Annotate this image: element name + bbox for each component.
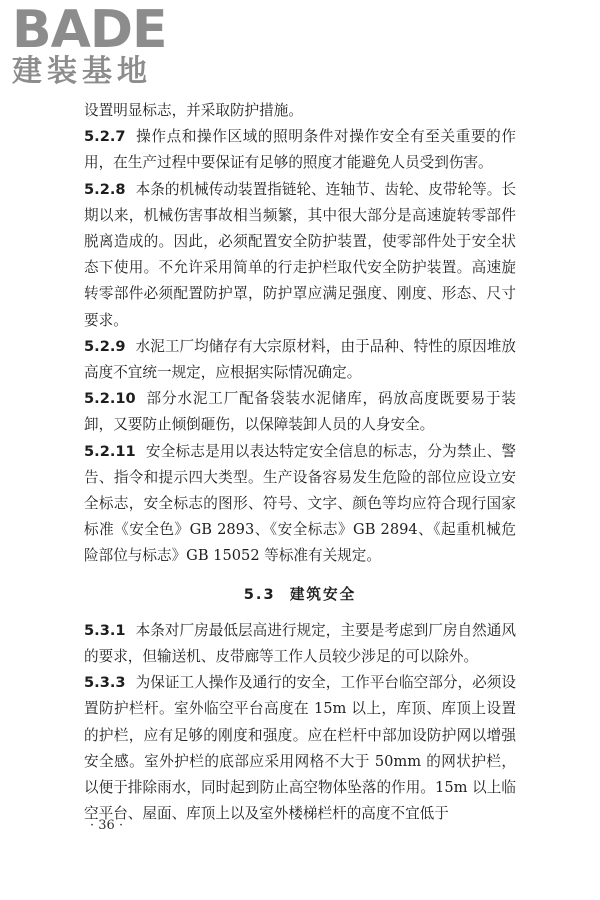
clause-number: 5.2.11 <box>84 442 136 460</box>
clause <box>84 670 516 827</box>
continuation-text: 设置明显标志，并采取防护措施。 <box>84 102 303 119</box>
clause-number: 5.3.1 <box>84 621 126 639</box>
logo-brand-text: BADE <box>12 0 167 60</box>
clause-number: 5.3.3 <box>84 674 126 692</box>
clause <box>84 177 516 334</box>
clause <box>84 439 516 570</box>
clause-text: 操作点和操作区域的照明条件对操作安全有至关重要的作用，在生产过程中要保证有足够的照度才能避免人员受到伤害。 <box>84 128 516 172</box>
clause <box>84 386 516 438</box>
section-number: 5.3 <box>243 585 276 603</box>
brand-logo <box>12 2 182 90</box>
clause-text: 安全标志是用以表达特定安全信息的标志，分为禁止、警告、指令和提示四大类型。生产设备容易发生危险的部位应设立安全标志，安全标志的图形、符号、文字、颜色等均应符合现行国家标准《安全色》GB 2893、《安全标志》GB 2894、《起重机械危险部位与标志》GB 15052 等标准有关规定。 <box>84 442 516 565</box>
page-number: · 36 · <box>90 818 124 833</box>
clause-text: 为保证工人操作及通行的安全，工作平台临空部分，必须设置防护栏杆。室外临空平台高度在 15m 以上，库顶、库顶上设置的护栏，应有足够的刚度和强度。应在栏杆中部加设防护网以增强安全感。室外护栏的底部应采用网格不大于 50mm 的网状护栏，以便于排除雨水，同时起到防止高空物体坠落的作用。15m 以上临空平台、屋面、库顶上以及室外楼梯栏杆的高度不宜低于 <box>84 674 516 823</box>
clause-text: 本条对厂房最低层高进行规定，主要是考虑到厂房自然通风的要求，但输送机、皮带廊等工作人员较少涉足的可以除外。 <box>84 621 516 666</box>
clause-number: 5.2.9 <box>84 337 126 355</box>
section-heading <box>84 582 516 608</box>
clause <box>84 124 516 176</box>
clause-number: 5.2.8 <box>84 180 126 198</box>
clause-text: 水泥工厂均储存有大宗原材料，由于品种、特性的原因堆放高度不宜统一规定，应根据实际情况确定。 <box>84 337 516 382</box>
clause <box>84 618 516 670</box>
clause-text: 部分水泥工厂配备袋装水泥储库，码放高度既要易于装卸，又要防止倾倒砸伤，以保障装卸人员的人身安全。 <box>84 390 516 434</box>
logo-subtitle: 建装基地 <box>12 54 152 89</box>
document-body <box>84 98 516 827</box>
clause <box>84 334 516 386</box>
section-title: 建筑安全 <box>289 585 357 603</box>
clause-number: 5.2.10 <box>84 390 136 408</box>
clause-number: 5.2.7 <box>84 128 126 146</box>
clause-text: 本条的机械传动装置指链轮、连轴节、齿轮、皮带轮等。长期以来，机械伤害事故相当频繁，其中很大部分是高速旋转零部件脱离造成的。因此，必须配置安全防护装置，使零部件处于安全状态下使用。不允许采用简单的行走护栏取代安全防护装置。高速旋转零部件必须配置防护罩，防护罩应满足强度、刚度、形态、尺寸要求。 <box>84 180 516 329</box>
